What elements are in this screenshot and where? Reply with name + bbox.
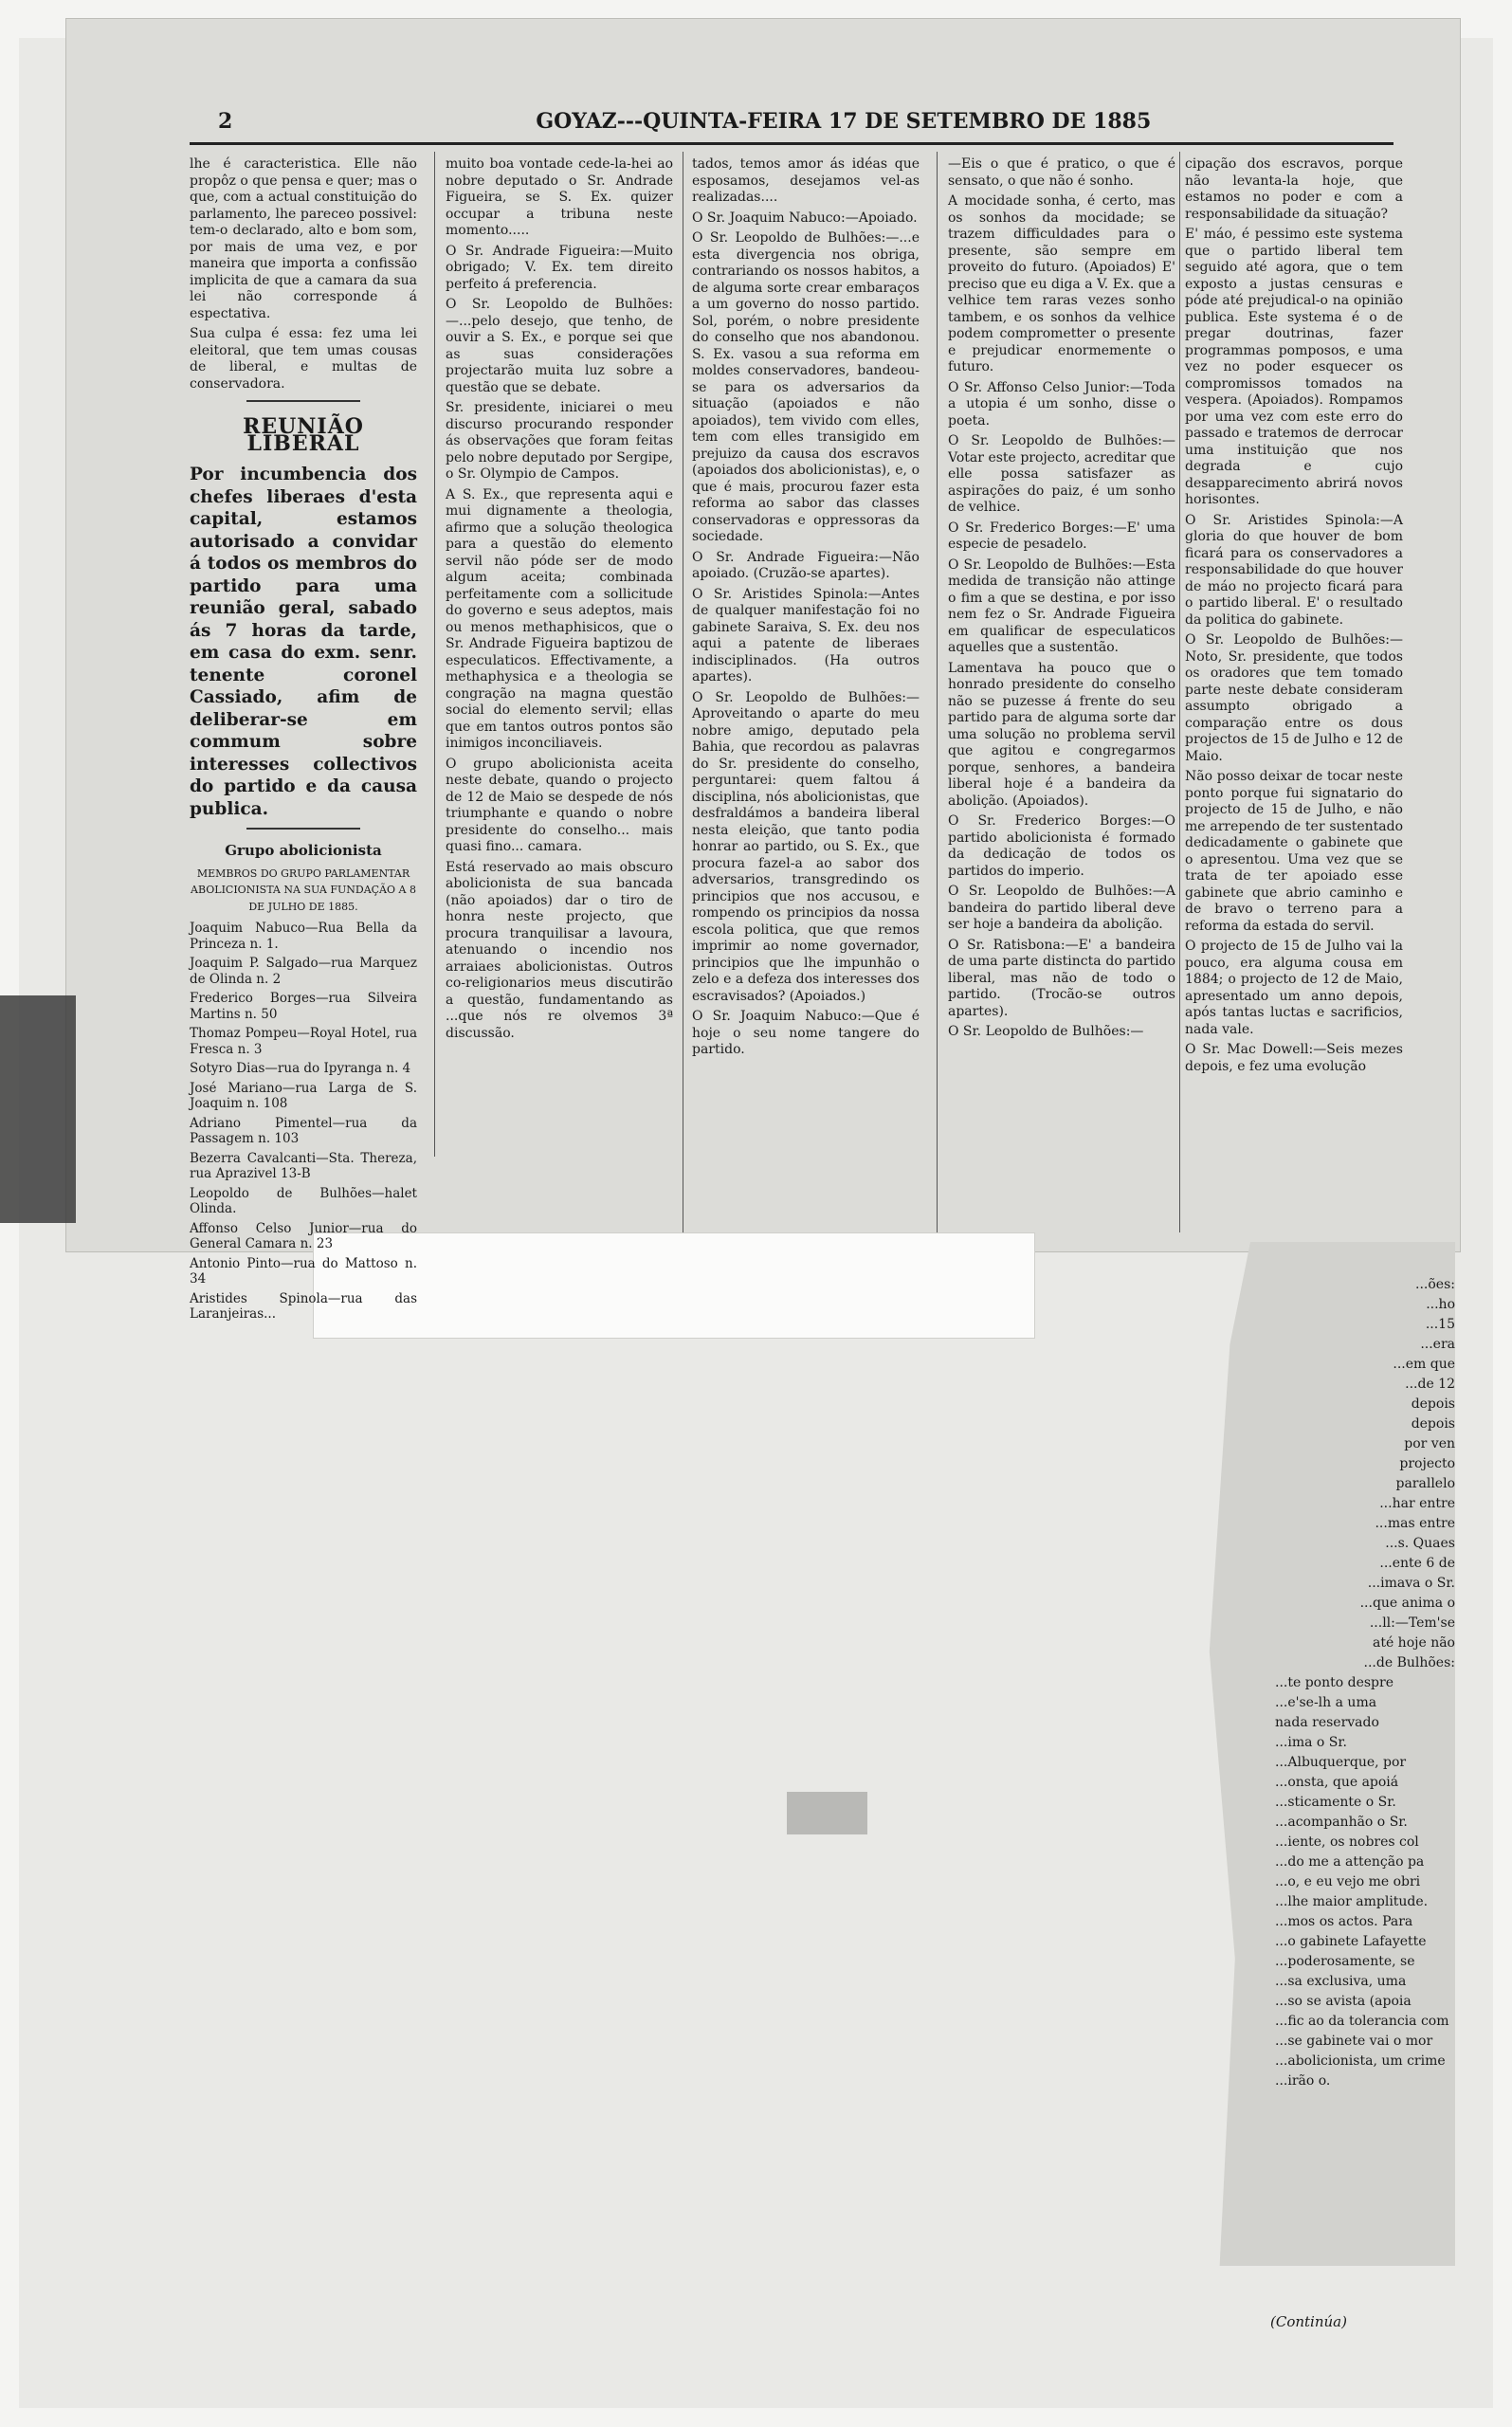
fragment-line: ...se gabinete vai o mor — [1275, 2034, 1433, 2049]
fragment-line: parallelo — [1395, 1476, 1455, 1491]
paragraph: O Sr. Affonso Celso Junior:—Toda a utopia é um sonho, disse o poeta. — [948, 379, 1175, 429]
column-rule — [1179, 152, 1180, 1232]
fragment-line: ...poderosamente, se — [1275, 1954, 1415, 1969]
page-header — [218, 109, 1394, 134]
divider — [246, 828, 360, 830]
member-entry: José Mariano—rua Larga de S. Joaquim n. 108 — [190, 1080, 417, 1111]
member-entry: Antonio Pinto—rua do Mattoso n. 34 — [190, 1255, 417, 1286]
paragraph: O Sr. Ratisbona:—E' a bandeira de uma parte distincta do partido liberal, mas não de todo o partido. (Trocão-se outros apartes). — [948, 937, 1175, 1019]
paragraph: O Sr. Leopoldo de Bulhões:—A bandeira do partido liberal deve ser hoje a bandeira da abolição. — [948, 884, 1175, 932]
fragment-line: depois — [1411, 1416, 1455, 1432]
masthead: GOYAZ---QUINTA-FEIRA 17 DE SETEMBRO DE 1885 — [536, 109, 1152, 134]
paragraph: cipação dos escravos, porque não levanta-la hoje, que estamos no poder e com a responsabilidade da situação? — [1185, 156, 1403, 222]
fragment-line: depois — [1411, 1396, 1455, 1412]
paragraph: O Sr. Joaquim Nabuco:—Que é hoje o seu nome tangere do partido. — [692, 1009, 920, 1057]
member-entry: Joaquim P. Salgado—rua Marquez de Olinda n. 2 — [190, 956, 417, 987]
dark-edge — [0, 995, 76, 1223]
paragraph: O projecto de 15 de Julho vai la pouco, era alguma cousa em 1884; o projecto de 12 de Maio, apresentado um anno depois, após tantas luctas e sacrificios, nada vale. — [1185, 939, 1403, 1037]
fragment-line: ...onsta, que apoiá — [1275, 1775, 1399, 1790]
fragment-line: nada reservado — [1275, 1715, 1379, 1730]
reuniao-body: Por incumbencia dos chefes liberaes d'esta capital, estamos autorisado a convidar á todos os membros do partido para uma reunião geral, sabado ás 7 horas da tarde, em casa do exm. senr. tenente coronel Cassiado, afim de deliberar-se em commum sobre interesses collectivos do partido e da causa publica. — [190, 465, 417, 819]
fragment-line: ...acompanhão o Sr. — [1275, 1815, 1408, 1830]
fragment-line: ...15 — [1425, 1317, 1455, 1332]
paragraph: lhe é caracteristica. Elle não propôz o que pensa e quer; mas o que, com a actual constituição do parlamento, lhe pareceo possivel: tem-o declarado, alto e bom som, por mais de uma vez, e por maneira que importa a confissão implicita de que a camara da sua lei não corresponde á espectativa. — [190, 156, 417, 321]
fragment-line: ...ima o Sr. — [1275, 1735, 1347, 1750]
fragment-line: ...de 12 — [1405, 1377, 1455, 1392]
paragraph: O grupo abolicionista aceita neste debate, quando o projecto de 12 de Maio se despede de nós triumphante e quando o nobre presidente do conselho... mais quasi fino... camara. — [446, 756, 673, 854]
paragraph: O Sr. Andrade Figueira:—Muito obrigado; V. Ex. tem direito perfeito á preferencia. — [446, 243, 673, 292]
paragraph: O Sr. Leopoldo de Bulhões:—Aproveitando o aparte do meu nobre amigo, deputado pela Bahia, que recordou as palavras do Sr. presidente do conselho, perguntarei: quem faltou á disciplina, nós abolicionistas, que desfraldámos a bandeira liberal nesta eleição, que tanto podia honrar ao partido, ou S. Ex., que procura fazel-a ao sabor dos adversarios, transgredindo os principios que nos accusou, e rompendo os principios da nossa escola politica, que que remos imprimir ao nome governador, principios que lhe impunhão o zelo e a defeza dos interesses dos escravisados? (Apoiados.) — [692, 689, 920, 1004]
member-entry: Bezerra Cavalcanti—Sta. Thereza, rua Aprazivel 13-B — [190, 1150, 417, 1181]
fragment-line: ...sticamente o Sr. — [1275, 1795, 1396, 1810]
fragment-line: ...o, e eu vejo me obri — [1275, 1874, 1421, 1889]
paragraph: O Sr. Leopoldo de Bulhões:—Noto, Sr. presidente, que todos os oradores que tem tomado parte neste debate consideram assumpto obrigado a comparação entre os dous projectos de 15 de Julho e 12 de Maio. — [1185, 632, 1403, 764]
column-1 — [190, 156, 417, 1326]
fragment-line: ...ões: — [1415, 1277, 1455, 1292]
paragraph: A mocidade sonha, é certo, mas os sonhos da mocidade; se trazem difficuldades para o presente, são sempre em proveito do futuro. (Apoiados) E' preciso que eu diga a V. Ex. que a velhice tem raras vezes sonho tambem, e os sonhos da velhice podem comprometter o presente e prejudicar enormemente o futuro. — [948, 193, 1175, 374]
paragraph: O Sr. Frederico Borges:—E' uma especie de pesadelo. — [948, 520, 1175, 552]
fragment-line: ...e'se-lh a uma — [1275, 1695, 1377, 1710]
paragraph: O Sr. Leopoldo de Bulhões:—Votar este projecto, acreditar que elle possa satisfazer as aspirações do paiz, é um sonho de velhice. — [948, 433, 1175, 515]
fragment-line: projecto — [1399, 1456, 1455, 1471]
paragraph: Não posso deixar de tocar neste ponto porque fui signatario do projecto de 15 de Julho, e não me arrependo de ter sustentado dedicadamente o gabinete que o apresentou. Uma vez que se trata de ter apoiado esse gabinete que abrio caminho e de bravo o terreno para a reforma da estada do servil. — [1185, 769, 1403, 934]
fragment-line: por ven — [1404, 1436, 1455, 1451]
fragment-line: ...so se avista (apoia — [1275, 1994, 1412, 2009]
fragment-line: ...fic ao da tolerancia com — [1275, 2014, 1449, 2029]
paragraph: O Sr. Frederico Borges:—O partido abolicionista é formado da dedicação de todos os partidos do imperio. — [948, 813, 1175, 879]
paragraph: O Sr. Aristides Spinola:—Antes de qualquer manifestação foi no gabinete Saraiva, S. Ex. deu nos aqui a patente de liberaes indisciplinados. (Ha outros apartes). — [692, 586, 920, 684]
fragment-line: ...que anima o — [1359, 1596, 1455, 1611]
paragraph: —Eis o que é pratico, o que é sensato, o que não é sonho. — [948, 156, 1175, 189]
paragraph: Está reservado ao mais obscuro abolicionista de sua bancada (não apoiados) dar o tiro de honra neste projecto, que procura tranquilisar a lavoura, atenuando o incendio nos arraiaes abolicionistas. Outros co-religionarios meus discutirão a questão, fundamentando as ...que nós re olvemos 3ª discussão. — [446, 859, 673, 1041]
paragraph: Sua culpa é essa: fez uma lei eleitoral, que tem umas cousas de liberal, e multas de conservadora. — [190, 326, 417, 392]
grupo-title: Grupo abolicionista — [225, 842, 382, 859]
member-entry: Sotyro Dias—rua do Ipyranga n. 4 — [190, 1061, 411, 1076]
header-rule — [190, 142, 1394, 145]
page-number: 2 — [218, 109, 233, 134]
paragraph: tados, temos amor ás idéas que esposamos, desejamos vel-as realizadas.... — [692, 156, 920, 205]
column-3 — [692, 156, 920, 1063]
column-rule — [434, 152, 435, 1157]
fragment-line: ...ente 6 de — [1379, 1556, 1455, 1571]
fragment-line: ...irão o. — [1275, 2073, 1331, 2089]
member-entry: Leopoldo de Bulhões—halet Olinda. — [190, 1185, 417, 1216]
fragment-line: ...do me a attenção pa — [1275, 1854, 1425, 1870]
fragment-line: ...de Bulhões: — [1363, 1655, 1455, 1670]
paragraph: E' máo, é pessimo este systema que o partido liberal tem seguido até agora, que o tem exposto a justas censuras e póde até prejudical-o na opinião publica. Este systema é o de pregar doutrinas, fazer programmas pomposos, e uma vez no poder esquecer os compromissos tomados na vespera. (Apoiados). Rompamos por uma vez com este erro do passado e tratemos de derrocar uma instituição que nos degrada e cujo desapparecimento abrirá novos horisontes. — [1185, 227, 1403, 507]
paper-stain — [787, 1792, 867, 1834]
paragraph: muito boa vontade cede-la-hei ao nobre deputado o Sr. Andrade Figueira, se S. Ex. quizer occupar a tribuna neste momento..... — [446, 156, 673, 238]
fragment-line: ...ho — [1426, 1297, 1455, 1312]
member-entry: Thomaz Pompeu—Royal Hotel, rua Fresca n. 3 — [190, 1026, 417, 1057]
fragment-line: ...s. Quaes — [1385, 1536, 1455, 1551]
paragraph: O Sr. Aristides Spinola:—A gloria do que houver de bom ficará para os conservadores a responsabilidade do que houver de máo no projecto ficará para o partido liberal. E' o resultado da politica do gabinete. — [1185, 512, 1403, 628]
fragment-line: ...har entre — [1379, 1496, 1455, 1511]
divider — [246, 400, 360, 402]
fragment-line: ...era — [1420, 1337, 1455, 1352]
member-entry: Aristides Spinola—rua das Laranjeiras... — [190, 1290, 417, 1322]
fragment-line: ...iente, os nobres col — [1275, 1834, 1419, 1850]
column-5 — [1185, 156, 1403, 1079]
fragment-line: ...ll:—Tem'se — [1369, 1615, 1455, 1631]
fragment-line: ...lhe maior amplitude. — [1275, 1894, 1429, 1909]
tape-strip — [313, 1232, 1035, 1339]
member-entry: Joaquim Nabuco—Rua Bella da Princeza n. 1. — [190, 921, 417, 952]
fragment-line: ...mas entre — [1375, 1516, 1455, 1531]
paragraph: O Sr. Andrade Figueira:—Não apoiado. (Cruzão-se apartes). — [692, 549, 920, 581]
column-rule — [937, 152, 938, 1232]
fragment-text — [1275, 1275, 1455, 2091]
fragment-line: até hoje não — [1372, 1635, 1455, 1651]
paragraph: Sr. presidente, iniciarei o meu discurso procurando responder ás observações que foram feitas pelo nobre deputado por Sergipe, o Sr. Olympio de Campos. — [446, 400, 673, 482]
paragraph: O Sr. Leopoldo de Bulhões:—Esta medida de transição não attinge o fim a que se destina, e por isso nem fez o Sr. Andrade Figueira em qualificar de especulaticos aquelles que a sustentão. — [948, 557, 1175, 655]
paragraph: O Sr. Leopoldo de Bulhões:—...e esta divergencia nos obriga, contrariando os nossos habitos, a de alguma sorte crear embaraços a um governo do nosso partido. Sol, porém, o nobre presidente do conselho que nos abandonou. S. Ex. vasou a sua reforma em moldes conservadores, bandeou-se para os adversarios da situação (apoiados e não apoiados), tem vivido com elles, tem com elles transigido em prejuizo da causa dos escravos (apoiados dos abolicionistas), e, o que é mais, procurou fazer esta reforma ao sabor das classes conservadoras e oppressoras da sociedade. — [692, 230, 920, 544]
paragraph: Lamentava ha pouco que o honrado presidente do conselho não se puzesse á frente do seu partido para de alguma sorte dar uma solução no problema servil que agitou e congregarmos porque, senhores, a bandeira liberal hoje é a bandeira da abolição. (Apoiados). — [948, 660, 1175, 809]
column-2 — [446, 156, 673, 1046]
paragraph: O Sr. Mac Dowell:—Seis mezes depois, e fez uma evolução — [1185, 1042, 1403, 1074]
fragment-line: ...imava o Sr. — [1367, 1576, 1455, 1591]
paragraph: O Sr. Leopoldo de Bulhões:— — [948, 1024, 1144, 1039]
reuniao-title: REUNIÃO LIBERAL — [243, 414, 364, 456]
fragment-line: ...Albuquerque, por — [1275, 1755, 1407, 1770]
continua-label: (Continúa) — [1270, 2313, 1347, 2330]
fragment-line: ...sa exclusiva, uma — [1275, 1974, 1407, 1989]
paragraph: O Sr. Joaquim Nabuco:—Apoiado. — [692, 210, 918, 226]
fragment-line: ...mos os actos. Para — [1275, 1914, 1413, 1929]
column-4 — [948, 156, 1175, 1045]
fragment-line: ...abolicionista, um crime — [1275, 2053, 1446, 2069]
fragment-line: ...em que — [1393, 1357, 1455, 1372]
grupo-subtitle: MEMBROS DO GRUPO PARLAMENTAR ABOLICIONISTA NA SUA FUNDAÇÃO A 8 DE JULHO DE 1885. — [191, 867, 416, 913]
member-entry: Adriano Pimentel—rua da Passagem n. 103 — [190, 1115, 417, 1146]
fragment-line: ...o gabinete Lafayette — [1275, 1934, 1427, 1949]
member-entry: Frederico Borges—rua Silveira Martins n. 50 — [190, 991, 417, 1022]
fragment-line: ...te ponto despre — [1275, 1675, 1394, 1690]
paragraph: A S. Ex., que representa aqui e mui dignamente a theologia, afirmo que a solução theologica para a questão do elemento servil não póde ser de modo algum aceita; combinada perfeitamente com a sollicitude do governo e seus adeptos, mais ou menos methaphisicos, que o Sr. Andrade Figueira baptizou de especulaticos. Effectivamente, a methaphysica e a theologia se congração na magna questão social do elemento servil; ellas que em tantos outros pontos são inimigos inconciliaveis. — [446, 486, 673, 751]
paragraph: O Sr. Leopoldo de Bulhões:—...pelo desejo, que tenho, de ouvir a S. Ex., e porque sei que as suas considerações projectarão muita luz sobre a questão que se debate. — [446, 297, 673, 395]
member-entry: Affonso Celso Junior—rua do General Camara n. 23 — [190, 1220, 417, 1251]
